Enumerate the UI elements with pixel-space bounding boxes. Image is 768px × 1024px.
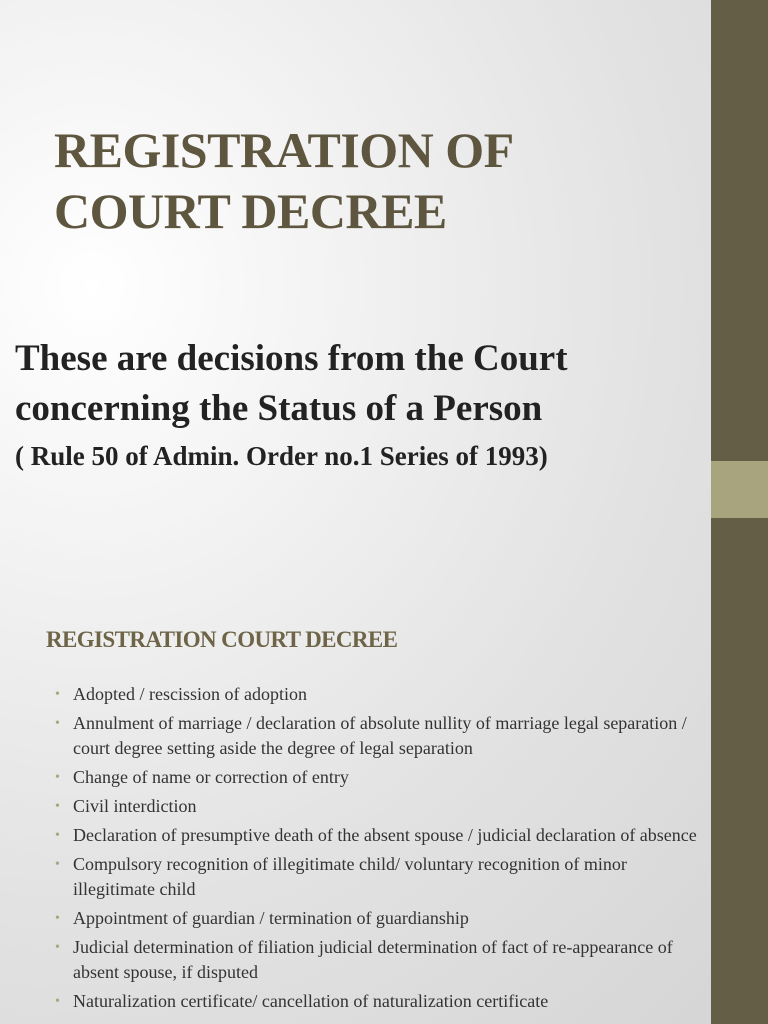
list-item-text: Naturalization certificate/ cancellation of naturalization certificate [73,991,549,1011]
list-item [53,765,713,790]
bullet-icon: • [55,716,60,731]
slide-title-line-2: COURT DECREE [54,183,447,239]
list-item [53,906,713,931]
bullet-icon: • [55,770,60,785]
list-item [53,682,713,707]
bullet-icon: • [55,799,60,814]
list-item-text: Adopted / rescission of adoption [73,684,307,704]
list-item-text: Compulsory recognition of illegitimate child/ voluntary recognition of minor illegitimate child [73,854,627,899]
bullet-icon: • [55,994,60,1009]
slide-subtitle-line-1: These are decisions from the Court [15,338,568,379]
list-item-text: Civil interdiction [73,796,197,816]
bullet-icon: • [55,857,60,872]
list-item [53,989,713,1014]
slide-title-line-1: REGISTRATION OF [54,122,514,178]
list-item-text: Appointment of guardian / termination of guardianship [73,908,469,928]
list-item [53,794,713,819]
bullet-list [53,682,713,1024]
section-heading: REGISTRATION COURT DECREE [46,627,398,652]
list-item [53,852,713,902]
list-item-text: Annulment of marriage / declaration of absolute nullity of marriage legal separation / court degree setting aside the degree of legal separation [73,713,687,758]
bullet-icon: • [55,911,60,926]
list-item [53,935,713,985]
bullet-icon: • [55,828,60,843]
slide-subtitle [15,334,705,434]
list-item-text: Judicial determination of filiation judicial determination of fact of re-appearance of absent spouse, if disputed [73,937,673,982]
side-decor-accent [711,461,768,518]
slide-subtitle-line-2: concerning the Status of a Person [15,388,543,429]
list-item [53,823,713,848]
list-item [53,711,713,761]
slide-title [54,120,694,242]
bullet-icon: • [55,687,60,702]
bullet-icon: • [55,940,60,955]
list-item-text: Change of name or correction of entry [73,767,349,787]
rule-reference: ( Rule 50 of Admin. Order no.1 Series of 1993) [15,441,548,471]
list-item-text: Declaration of presumptive death of the absent spouse / judicial declaration of absence [73,825,697,845]
